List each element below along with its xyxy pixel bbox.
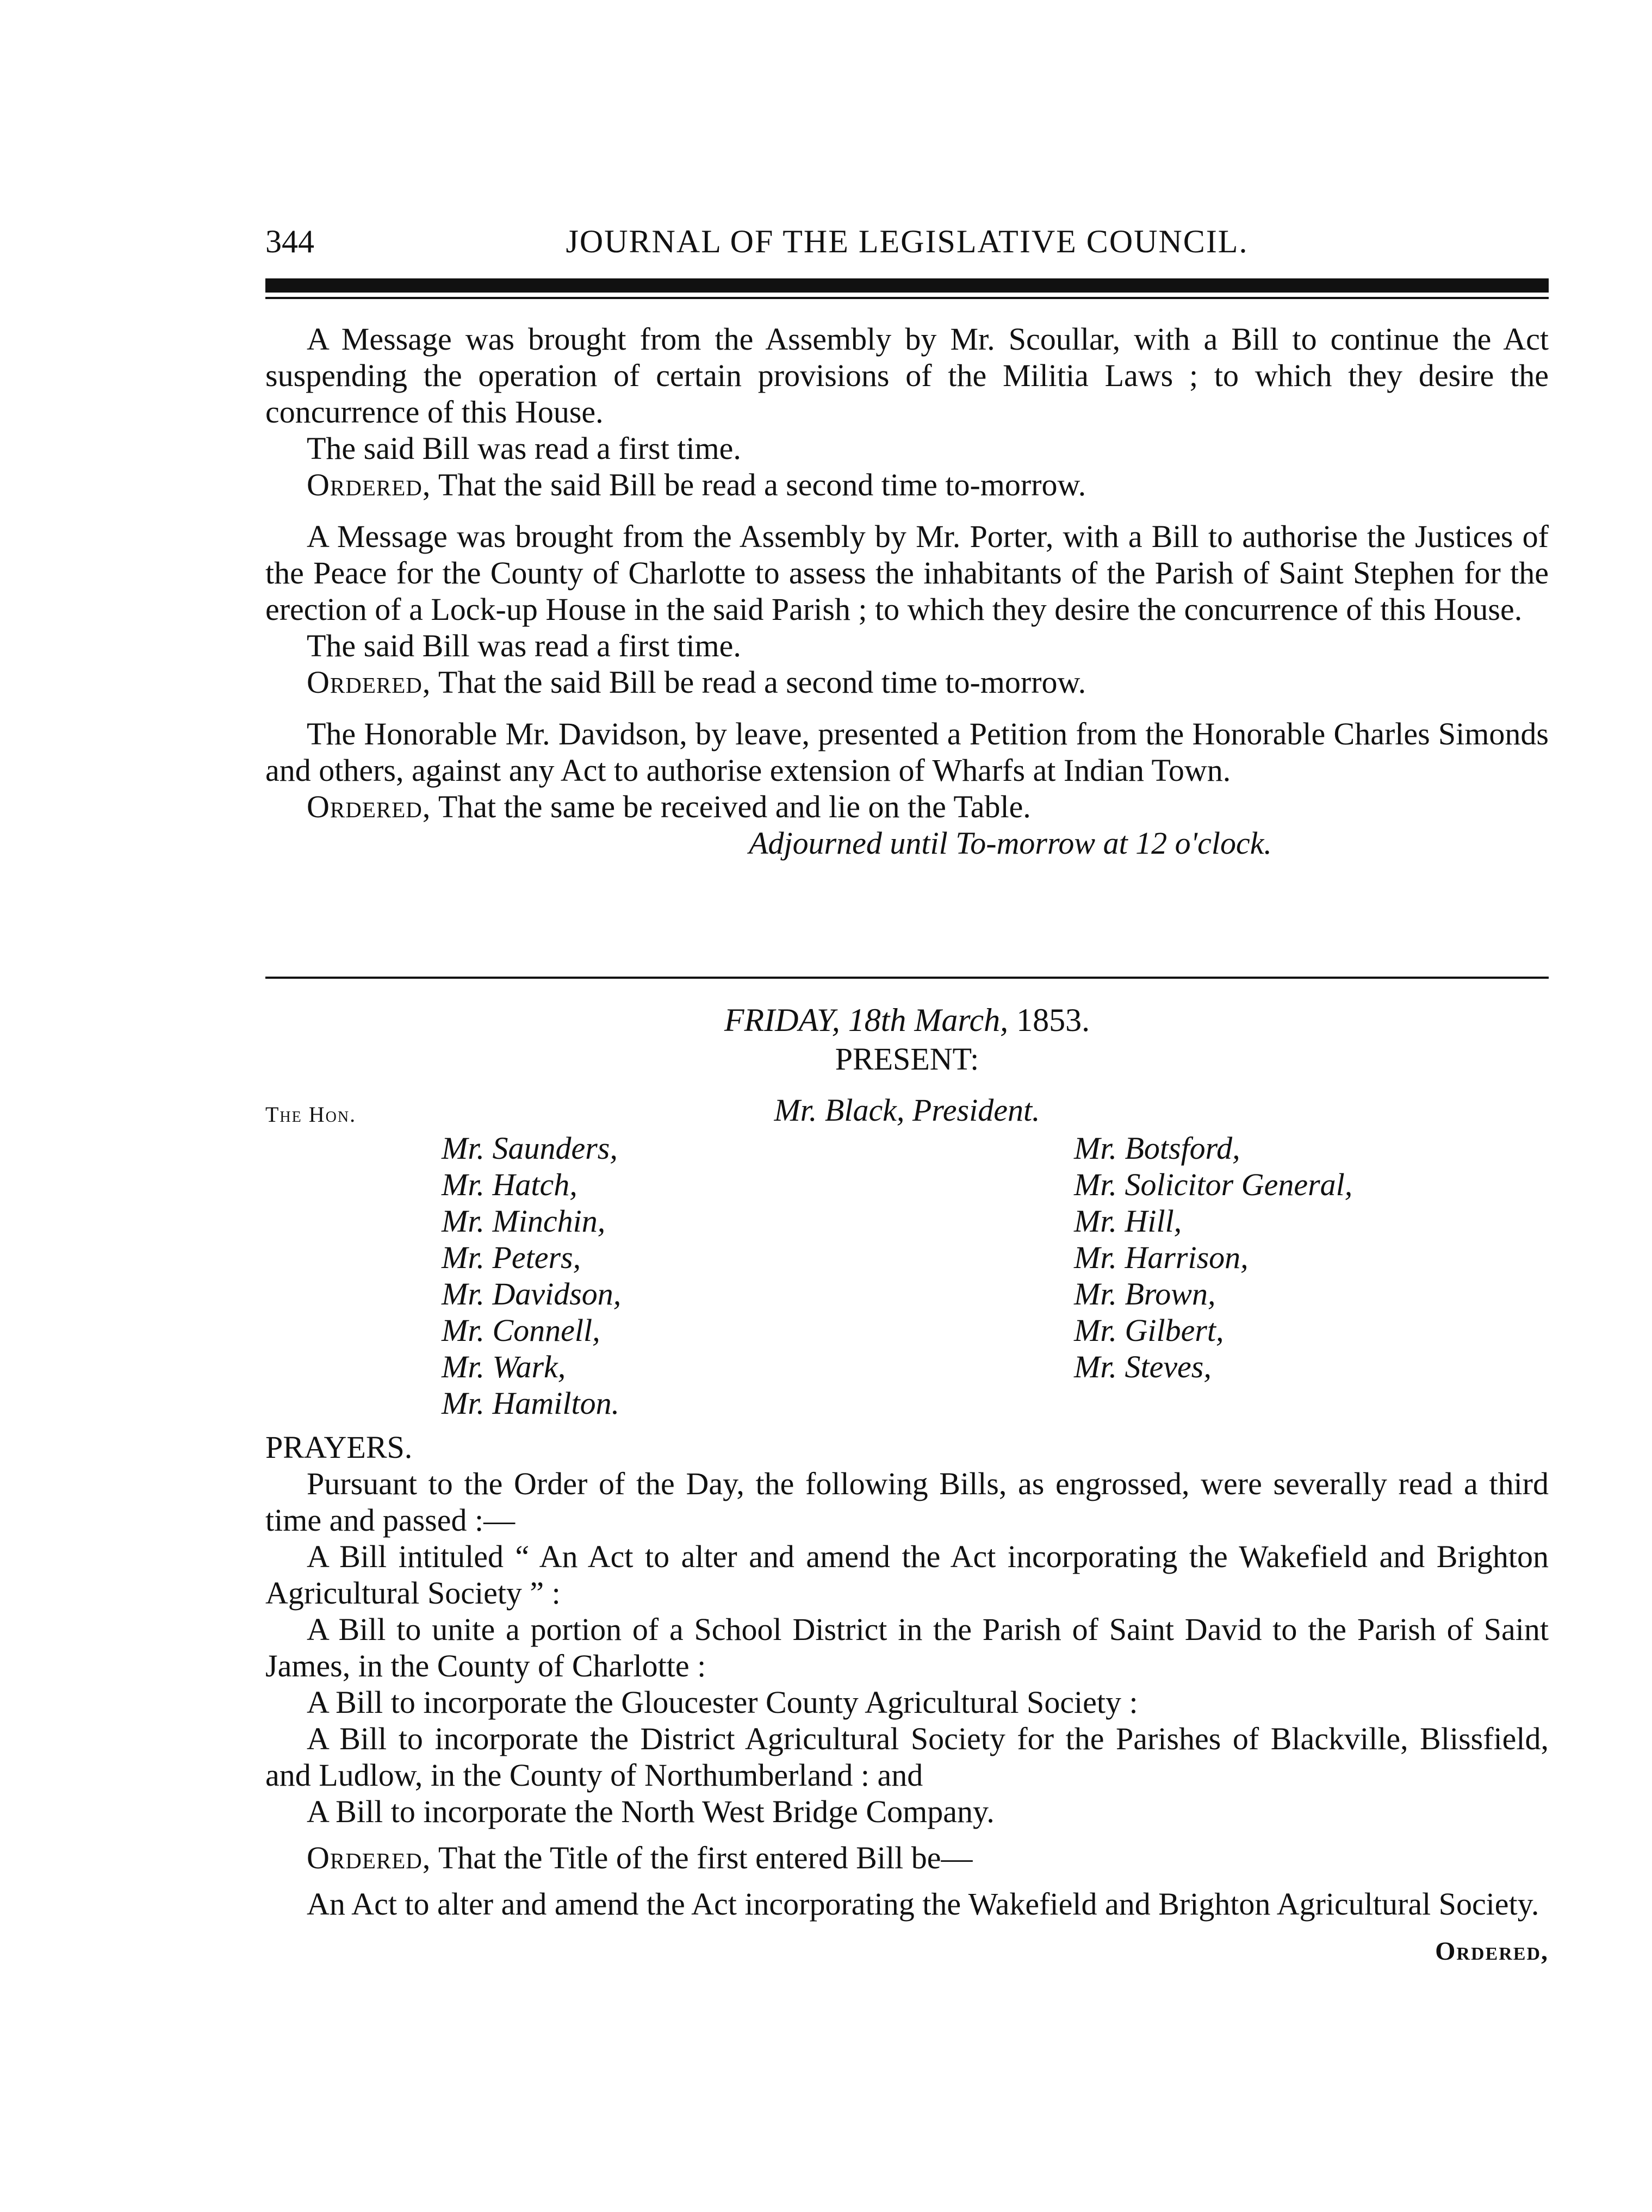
member-name: Mr. Brown, bbox=[1074, 1276, 1216, 1312]
ordered-text: That the Title of the first entered Bill be— bbox=[431, 1840, 973, 1875]
bill-entry: A Bill to unite a portion of a School District in the Parish of Saint David to the Parish of Saint James, in the County of Charlotte : bbox=[265, 1612, 1549, 1683]
running-head: JOURNAL OF THE LEGISLATIVE COUNCIL. bbox=[566, 223, 1249, 259]
ordered-label: Ordered, bbox=[307, 467, 431, 502]
sitting-year: 1853. bbox=[1016, 1002, 1090, 1038]
page-number: 344 bbox=[265, 223, 314, 259]
member-name: Mr. Solicitor General, bbox=[1074, 1167, 1353, 1202]
ordered-entry bbox=[265, 788, 1549, 825]
order-of-day-paragraph: Pursuant to the Order of the Day, the following Bills, as engrossed, were severally read a third time and passed :— bbox=[265, 1466, 1549, 1538]
page-header bbox=[265, 223, 1549, 266]
member-name: Mr. Hamilton. bbox=[442, 1385, 620, 1421]
members-right-column bbox=[1074, 1130, 1352, 1385]
member-name: Mr. Harrison, bbox=[1074, 1240, 1249, 1275]
member-name: Mr. Minchin, bbox=[442, 1203, 606, 1239]
member-name: Mr. Hatch, bbox=[442, 1167, 577, 1202]
bill-title-text: An Act to alter and amend the Act incorporating the Wakefield and Brighton Agricultural Society. bbox=[307, 1886, 1539, 1922]
ordered-text: That the same be received and lie on the Table. bbox=[431, 789, 1031, 824]
petition-davidson: The Honorable Mr. Davidson, by leave, presented a Petition from the Honorable Charles Simonds and others, against any Act to authorise extension of Wharfs at Indian Town. bbox=[265, 716, 1549, 788]
first-reading-note: The said Bill was read a first time. bbox=[307, 431, 741, 466]
sitting-date-text: 18th March, bbox=[840, 1002, 1017, 1038]
ordered-label: Ordered, bbox=[307, 1840, 431, 1875]
member-name: Mr. Davidson, bbox=[442, 1276, 622, 1312]
ordered-text: That the said Bill be read a second time to-morrow. bbox=[431, 467, 1086, 502]
member-name: Mr. Steves, bbox=[1074, 1349, 1212, 1384]
ordered-entry bbox=[265, 664, 1549, 700]
member-name: Mr. Connell, bbox=[442, 1313, 600, 1348]
bill-entry: A Bill to incorporate the Gloucester County Agricultural Society : bbox=[307, 1685, 1138, 1720]
adjournment-note: Adjourned until To-morrow at 12 o'clock. bbox=[749, 825, 1272, 861]
header-rule-thin bbox=[265, 297, 1549, 299]
first-reading-note: The said Bill was read a first time. bbox=[307, 628, 741, 663]
catchword: Ordered, bbox=[1435, 1937, 1549, 1966]
prayers-heading: PRAYERS. bbox=[265, 1430, 413, 1465]
member-name: Mr. Peters, bbox=[442, 1240, 581, 1275]
header-rule-thick bbox=[265, 278, 1549, 293]
bill-entry: A Bill to incorporate the North West Bridge Company. bbox=[307, 1794, 995, 1829]
bill-entry: A Bill to incorporate the District Agricultural Society for the Parishes of Blackville, Blissfield, and Ludlow, in the County of Northumberland : and bbox=[265, 1721, 1549, 1793]
message-scoullar: A Message was brought from the Assembly by Mr. Scoullar, with a Bill to continue the Act suspending the operation of certain provisions of the Militia Laws ; to which they desire the concurrence of this House. bbox=[265, 321, 1549, 430]
message-porter: A Message was brought from the Assembly by Mr. Porter, with a Bill to authorise the Justices of the Peace for the County of Charlotte to assess the inhabitants of the Parish of Saint Stephen for the erection of a Lock-up House in the said Parish ; to which they desire the concurrence of this House. bbox=[265, 519, 1549, 627]
president-name: Mr. Black, President. bbox=[774, 1092, 1040, 1128]
ordered-entry bbox=[265, 467, 1549, 503]
section-separator bbox=[265, 977, 1549, 979]
member-name: Mr. Botsford, bbox=[1074, 1130, 1240, 1166]
the-hon-label: The Hon. bbox=[265, 1102, 357, 1127]
present-heading: PRESENT: bbox=[835, 1041, 979, 1077]
ordered-label: Ordered, bbox=[307, 789, 431, 824]
entries-section bbox=[265, 321, 1549, 861]
ordered-text: That the said Bill be read a second time to-morrow. bbox=[431, 664, 1086, 700]
member-name: Mr. Gilbert, bbox=[1074, 1313, 1224, 1348]
member-name: Mr. Saunders, bbox=[442, 1130, 618, 1166]
ordered-label: Ordered, bbox=[307, 664, 431, 700]
sitting-date bbox=[265, 1001, 1549, 1040]
members-left-column bbox=[442, 1130, 621, 1421]
proceedings-section bbox=[265, 1429, 1549, 1966]
ordered-entry bbox=[265, 1840, 1549, 1876]
member-name: Mr. Hill, bbox=[1074, 1203, 1182, 1239]
sitting-day: FRIDAY, bbox=[724, 1002, 840, 1038]
member-name: Mr. Wark, bbox=[442, 1349, 566, 1384]
bill-entry: A Bill intituled “ An Act to alter and amend the Act incorporating the Wakefield and Brighton Agricultural Society ” : bbox=[265, 1539, 1549, 1611]
